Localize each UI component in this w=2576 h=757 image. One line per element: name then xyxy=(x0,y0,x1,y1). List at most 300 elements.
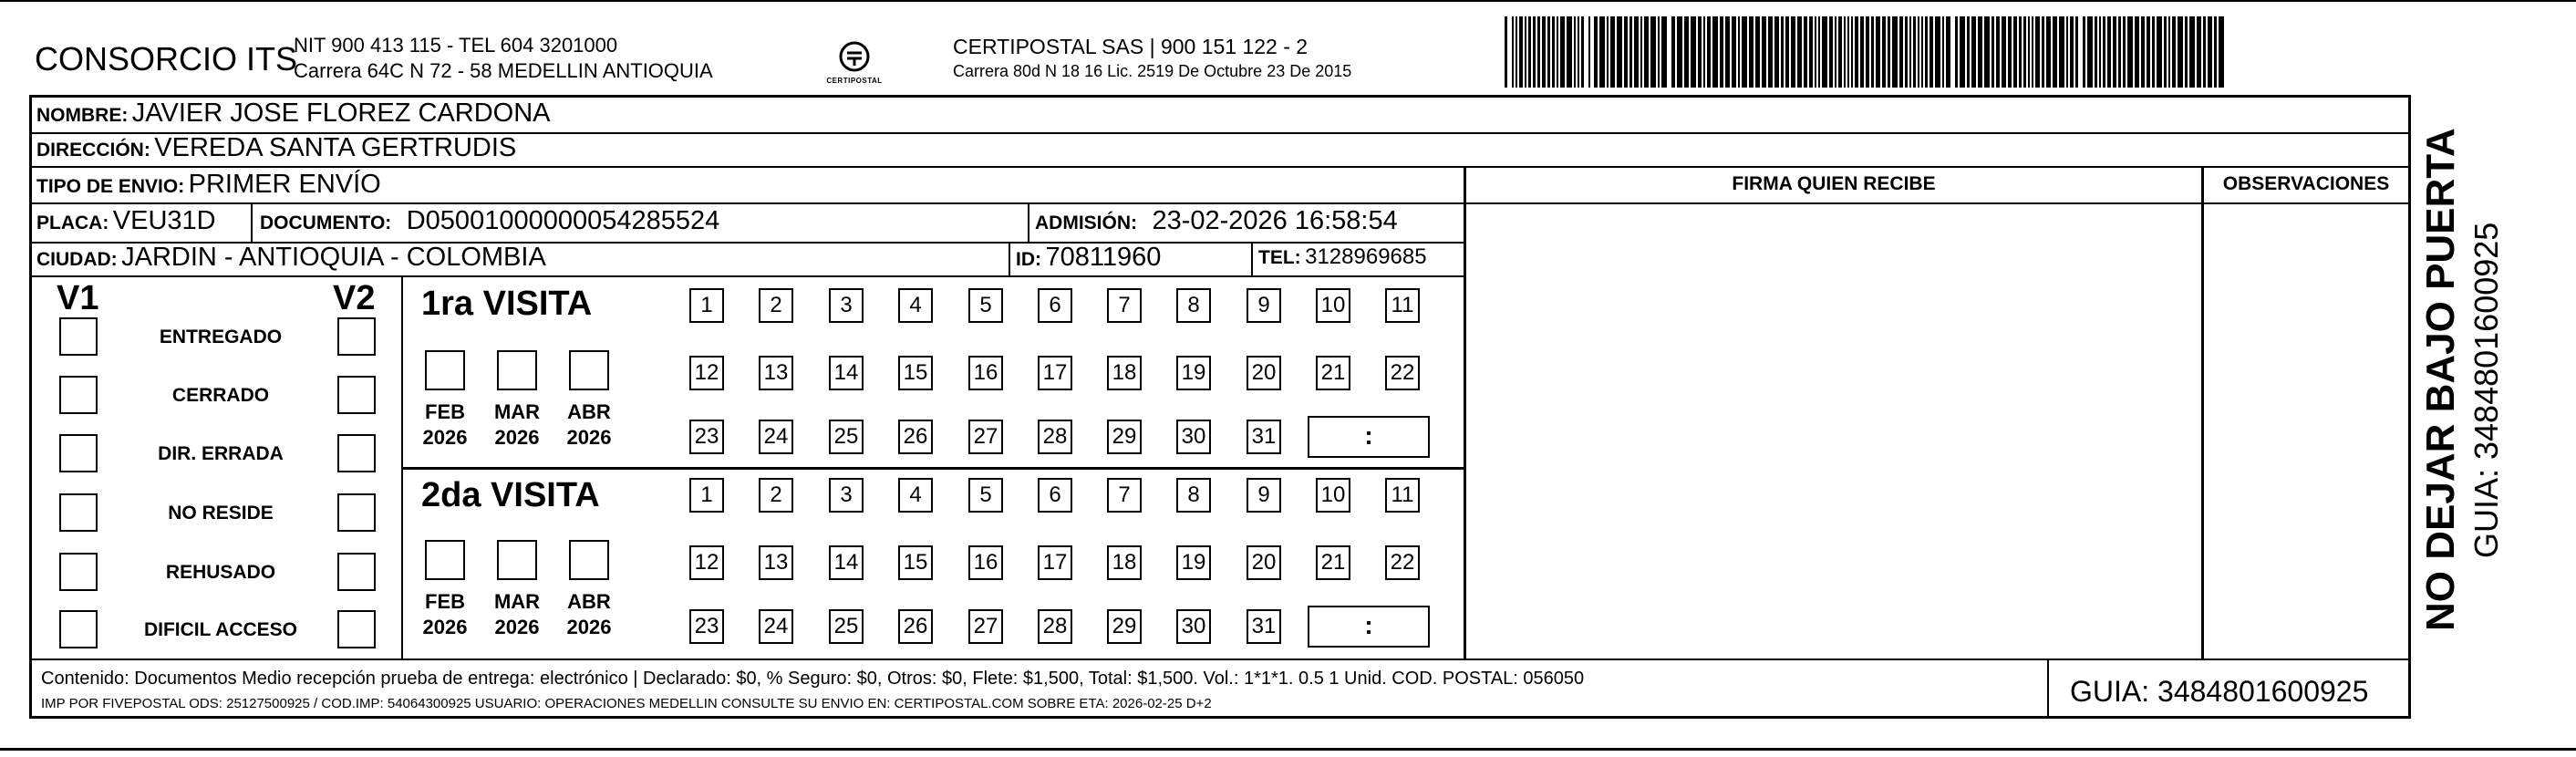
nombre-value: JAVIER JOSE FLOREZ CARDONA xyxy=(131,99,551,128)
status-v2-checkbox[interactable] xyxy=(337,434,376,472)
barcode-bar xyxy=(1512,16,1514,88)
barcode-bar xyxy=(1876,16,1880,88)
day-box-v2[interactable]: 27 xyxy=(968,609,1003,644)
day-box-v2[interactable]: 8 xyxy=(1176,478,1211,513)
barcode-bar xyxy=(1594,16,1598,88)
barcode-bar xyxy=(2135,16,2139,88)
day-box-v1[interactable]: 19 xyxy=(1176,356,1211,390)
row-sep-3 xyxy=(29,202,1465,204)
barcode-bar xyxy=(1762,16,1766,88)
barcode-bar xyxy=(1505,16,1507,88)
barcode-bar xyxy=(1866,16,1869,88)
day-box-v2[interactable]: 11 xyxy=(1385,478,1420,513)
month-name: MAR xyxy=(493,400,541,423)
day-box-v2[interactable]: 20 xyxy=(1247,545,1281,580)
footer-impresion: IMP POR FIVEPOSTAL ODS: 25127500925 / COD.IMP: 54064300925 USUARIO: OPERACIONES MEDELLIN CONSULTE SU ENVIO EN: CERTIPOSTAL.COM SOBRE ETA: 2026-02-25 D+2 xyxy=(41,696,1212,711)
barcode-bar xyxy=(2046,16,2051,88)
status-v1-checkbox[interactable] xyxy=(59,317,98,356)
month-name: ABR xyxy=(567,590,611,613)
month-checkbox-feb[interactable] xyxy=(425,350,465,390)
barcode-bar xyxy=(1996,16,2000,88)
col-sep-obs xyxy=(2201,166,2204,658)
barcode-bar xyxy=(2189,16,2195,88)
barcode-bar xyxy=(1860,16,1864,88)
barcode-bar xyxy=(1913,16,1916,88)
day-box-v2[interactable]: 25 xyxy=(829,609,864,644)
day-box-v1[interactable]: 28 xyxy=(1038,420,1072,454)
day-box-v2[interactable]: 5 xyxy=(968,478,1003,513)
tel-value: 3128969685 xyxy=(1305,244,1427,269)
barcode-bar xyxy=(1815,16,1816,88)
documento-label: DOCUMENTO: xyxy=(260,213,392,233)
barcode-bar xyxy=(1661,16,1667,88)
tipo-row xyxy=(36,170,381,200)
barcode-bar xyxy=(1960,16,1965,88)
barcode xyxy=(1505,16,2225,88)
tel-label: TEL: xyxy=(1258,247,1301,268)
barcode-bar xyxy=(2042,16,2044,88)
day-box-v2[interactable]: 21 xyxy=(1316,545,1350,580)
address-line: Carrera 64C N 72 - 58 MEDELLIN ANTIOQUIA xyxy=(294,59,713,82)
month-name: FEB xyxy=(425,400,465,423)
barcode-bar xyxy=(1899,16,1903,88)
barcode-bar xyxy=(2103,16,2105,88)
placa-value: VEU31D xyxy=(112,206,216,235)
barcode-bar xyxy=(2095,16,2097,88)
day-box-v1[interactable]: 25 xyxy=(829,420,864,454)
barcode-bar xyxy=(1835,16,1836,88)
visit1-title: 1ra VISITA xyxy=(421,285,593,323)
day-box-v1[interactable]: 24 xyxy=(759,420,793,454)
day-box-v2[interactable]: 23 xyxy=(689,609,724,644)
tipo-label: TIPO DE ENVIO: xyxy=(36,176,185,197)
day-box-v1[interactable]: 22 xyxy=(1385,356,1420,390)
status-label: DIFICIL ACCESO xyxy=(143,619,297,640)
top-edge xyxy=(0,0,2576,2)
barcode-bar xyxy=(1567,16,1572,88)
barcode-bar xyxy=(1610,16,1615,88)
status-v1-checkbox[interactable] xyxy=(59,376,98,414)
barcode-bar xyxy=(2141,16,2145,88)
barcode-bar xyxy=(1742,16,1747,88)
direccion-value: VEREDA SANTA GERTRUDIS xyxy=(154,133,517,162)
barcode-bar xyxy=(2172,16,2176,88)
direccion-row xyxy=(36,133,516,163)
barcode-bar xyxy=(1838,16,1842,88)
barcode-bar xyxy=(1909,16,1911,88)
barcode-bar xyxy=(1691,16,1696,88)
day-box-v1[interactable]: 8 xyxy=(1176,288,1211,323)
status-label: REHUSADO xyxy=(165,562,276,583)
barcode-bar xyxy=(1892,16,1898,88)
visit-sep xyxy=(401,467,1465,470)
day-box-v1[interactable]: 21 xyxy=(1316,356,1350,390)
day-box-v1[interactable]: 23 xyxy=(689,420,724,454)
barcode-bar xyxy=(1738,16,1740,88)
day-box-v1[interactable]: 29 xyxy=(1107,420,1142,454)
day-box-v1[interactable]: 13 xyxy=(759,356,793,390)
barcode-bar xyxy=(2168,16,2170,88)
placa-row xyxy=(36,206,216,236)
documento-value: D05001000000054285524 xyxy=(406,206,720,235)
status-label: DIR. ERRADA xyxy=(158,443,284,464)
day-box-v2[interactable]: 17 xyxy=(1038,545,1072,580)
barcode-bar xyxy=(1634,16,1639,88)
month-year: 2026 xyxy=(566,426,612,449)
barcode-bar xyxy=(1703,16,1705,88)
barcode-bar xyxy=(2107,16,2111,88)
status-v1-checkbox[interactable] xyxy=(59,434,98,472)
barcode-bar xyxy=(2099,16,2101,88)
day-box-v2[interactable]: 3 xyxy=(829,478,864,513)
day-box-v1[interactable]: 27 xyxy=(968,420,1003,454)
month-year: 2026 xyxy=(566,616,612,638)
barcode-bar xyxy=(1684,16,1689,88)
admision-row xyxy=(1035,206,1398,236)
status-v2-checkbox[interactable] xyxy=(337,553,376,591)
frame-left xyxy=(29,95,32,719)
day-box-v1[interactable]: 16 xyxy=(968,356,1003,390)
barcode-bar xyxy=(1547,16,1550,88)
month-label xyxy=(490,589,544,640)
month-label xyxy=(562,589,616,640)
barcode-bar xyxy=(2032,16,2033,88)
no-dejar-text: NO DEJAR BAJO PUERTA xyxy=(2418,128,2463,631)
barcode-bar xyxy=(1624,16,1628,88)
day-box-v2[interactable]: 1 xyxy=(689,478,724,513)
barcode-bar xyxy=(1797,16,1802,88)
footer-contenido: Contenido: Documentos Medio recepción prueba de entrega: electrónico | Declarado: $0, % Seguro: $0, Otros: $0, Flete: $1,500, Total: $1,500. Vol.: 1*1*1. 0.5 1 Unid. COD. POSTAL: 056050 xyxy=(41,669,1585,689)
barcode-bar xyxy=(1768,16,1773,88)
direccion-label: DIRECCIÓN: xyxy=(36,140,150,161)
month-name: FEB xyxy=(425,590,465,613)
barcode-bar xyxy=(1725,16,1730,88)
frame-right xyxy=(2408,95,2411,719)
barcode-bar xyxy=(2208,16,2212,88)
barcode-bar xyxy=(1658,16,1660,88)
admision-label: ADMISIÓN: xyxy=(1035,213,1137,233)
barcode-bar xyxy=(2066,16,2068,88)
v1-label: V1 xyxy=(57,279,99,317)
barcode-bar xyxy=(2113,16,2116,88)
month-label xyxy=(418,399,472,451)
status-v2-checkbox[interactable] xyxy=(337,376,376,414)
month-year: 2026 xyxy=(494,426,540,449)
barcode-bar xyxy=(1942,16,1944,88)
day-box-v2[interactable]: 31 xyxy=(1247,609,1281,644)
barcode-bar xyxy=(1984,16,1990,88)
barcode-bar xyxy=(1607,16,1609,88)
col-header-sep xyxy=(1465,202,2411,204)
barcode-bar xyxy=(2019,16,2022,88)
barcode-bar xyxy=(1882,16,1886,88)
day-box-v1[interactable]: 26 xyxy=(898,420,933,454)
barcode-bar xyxy=(1946,16,1950,88)
month-name: ABR xyxy=(567,400,611,423)
month-checkbox-abr[interactable] xyxy=(569,350,609,390)
barcode-bar xyxy=(2219,16,2224,88)
barcode-bar xyxy=(1918,16,1919,88)
certipostal-address: Carrera 80d N 18 16 Lic. 2519 De Octubre 23 De 2015 xyxy=(953,62,1352,80)
barcode-bar xyxy=(2127,16,2133,88)
barcode-bar xyxy=(1578,16,1579,88)
frame-top xyxy=(29,95,2411,98)
day-box-v1[interactable]: 2 xyxy=(759,288,793,323)
company-name: CONSORCIO ITS xyxy=(35,40,298,78)
day-box-v1[interactable]: 12 xyxy=(689,356,724,390)
barcode-bar xyxy=(1557,16,1558,88)
logo-text: CERTIPOSTAL xyxy=(826,77,883,85)
barcode-bar xyxy=(1809,16,1813,88)
day-box-v2[interactable]: 12 xyxy=(689,545,724,580)
visit2-title: 2da VISITA xyxy=(421,476,600,514)
barcode-bar xyxy=(2197,16,2201,88)
month-name: MAR xyxy=(493,590,541,613)
barcode-bar xyxy=(1581,16,1584,88)
barcode-bar xyxy=(1929,16,1933,88)
barcode-bar xyxy=(2152,16,2155,88)
firma-header: FIRMA QUIEN RECIBE xyxy=(1732,173,1936,194)
barcode-bar xyxy=(1829,16,1833,88)
placa-sep xyxy=(251,202,253,242)
barcode-bar xyxy=(2053,16,2057,88)
status-v1-checkbox[interactable] xyxy=(59,493,98,532)
day-box-v2[interactable]: 4 xyxy=(898,478,933,513)
row-sep-5 xyxy=(29,275,1465,277)
day-box-v2[interactable]: 6 xyxy=(1038,478,1072,513)
barcode-bar xyxy=(2164,16,2167,88)
frame-bottom xyxy=(29,716,2411,719)
barcode-bar xyxy=(1991,16,1994,88)
barcode-bar xyxy=(1855,16,1858,88)
day-box-v1[interactable]: 30 xyxy=(1176,420,1211,454)
barcode-bar xyxy=(1617,16,1622,88)
status-v2-checkbox[interactable] xyxy=(337,610,376,648)
day-box-v2[interactable]: 18 xyxy=(1107,545,1142,580)
status-label: ENTREGADO xyxy=(159,327,283,347)
barcode-bar xyxy=(2075,16,2078,88)
barcode-bar xyxy=(1712,16,1718,88)
barcode-bar xyxy=(1781,16,1784,88)
day-box-v2[interactable]: 2 xyxy=(759,478,793,513)
barcode-bar xyxy=(1599,16,1605,88)
barcode-bar xyxy=(1935,16,1940,88)
barcode-bar xyxy=(1755,16,1760,88)
barcode-bar xyxy=(2070,16,2074,88)
guia-sep xyxy=(2047,658,2049,716)
id-label: ID: xyxy=(1016,249,1041,270)
col-sep-firma xyxy=(1464,166,1466,658)
row-sep-2 xyxy=(29,166,2411,168)
day-box-v1[interactable]: 18 xyxy=(1107,356,1142,390)
day-box-v1[interactable]: 17 xyxy=(1038,356,1072,390)
barcode-bar xyxy=(1644,16,1649,88)
admision-sep xyxy=(1028,202,1029,242)
admision-value: 23-02-2026 16:58:54 xyxy=(1152,206,1398,235)
ciudad-value: JARDIN - ANTIOQUIA - COLOMBIA xyxy=(121,243,546,272)
footer-guia: GUIA: 3484801600925 xyxy=(2070,675,2369,708)
day-box-v1[interactable]: 1 xyxy=(689,288,724,323)
barcode-bar xyxy=(1542,16,1546,88)
tel-sep xyxy=(1251,242,1253,275)
barcode-bar xyxy=(2083,16,2085,88)
day-box-v2[interactable]: 14 xyxy=(829,545,864,580)
day-box-v2[interactable]: 19 xyxy=(1176,545,1211,580)
barcode-bar xyxy=(1921,16,1923,88)
month-label xyxy=(490,399,544,451)
status-label: NO RESIDE xyxy=(168,503,274,524)
month-year: 2026 xyxy=(422,616,468,638)
ciudad-row xyxy=(36,243,546,273)
day-box-v2[interactable]: 10 xyxy=(1316,478,1350,513)
barcode-bar xyxy=(1851,16,1853,88)
barcode-bar xyxy=(1525,16,1526,88)
day-box-v2[interactable]: 7 xyxy=(1107,478,1142,513)
barcode-bar xyxy=(2013,16,2017,88)
day-box-v1[interactable]: 5 xyxy=(968,288,1003,323)
barcode-bar xyxy=(1629,16,1632,88)
day-box-v2[interactable]: 29 xyxy=(1107,609,1142,644)
barcode-bar xyxy=(1528,16,1531,88)
month-checkbox-mar[interactable] xyxy=(497,540,537,580)
certipostal-line: CERTIPOSTAL SAS | 900 151 122 - 2 xyxy=(953,35,1309,58)
day-box-v2[interactable]: 15 xyxy=(898,545,933,580)
bottom-edge xyxy=(0,748,2576,751)
placa-label: PLACA: xyxy=(36,213,109,233)
day-box-v1[interactable]: 6 xyxy=(1038,288,1072,323)
day-box-v2[interactable]: 26 xyxy=(898,609,933,644)
barcode-bar xyxy=(1971,16,1976,88)
barcode-bar xyxy=(2185,16,2188,88)
barcode-bar xyxy=(1707,16,1711,88)
tel-row xyxy=(1258,244,1427,270)
month-checkbox-feb[interactable] xyxy=(425,540,465,580)
time-box-v2[interactable]: : xyxy=(1308,606,1430,648)
barcode-bar xyxy=(1650,16,1656,88)
barcode-bar xyxy=(2008,16,2012,88)
barcode-bar xyxy=(2059,16,2064,88)
barcode-bar xyxy=(1905,16,1908,88)
barcode-bar xyxy=(1671,16,1675,88)
barcode-bar xyxy=(1588,16,1590,88)
barcode-bar xyxy=(1822,16,1827,88)
id-sep xyxy=(1009,242,1010,275)
barcode-bar xyxy=(1560,16,1565,88)
day-box-v1[interactable]: 7 xyxy=(1107,288,1142,323)
documento-row xyxy=(260,206,719,236)
day-box-v2[interactable]: 13 xyxy=(759,545,793,580)
barcode-bar xyxy=(1818,16,1820,88)
barcode-bar xyxy=(2178,16,2183,88)
barcode-bar xyxy=(2023,16,2026,88)
nombre-label: NOMBRE: xyxy=(36,105,129,126)
barcode-bar xyxy=(2157,16,2162,88)
day-box-v1[interactable]: 15 xyxy=(898,356,933,390)
barcode-bar xyxy=(1537,16,1540,88)
day-box-v1[interactable]: 10 xyxy=(1316,288,1350,323)
barcode-bar xyxy=(1574,16,1576,88)
side-guia-text: GUIA: 3484801600925 xyxy=(2467,222,2505,558)
day-box-v1[interactable]: 3 xyxy=(829,288,864,323)
status-v2-checkbox[interactable] xyxy=(337,317,376,356)
barcode-bar xyxy=(1871,16,1874,88)
month-year: 2026 xyxy=(494,616,540,638)
barcode-bar xyxy=(1967,16,1970,88)
barcode-bar xyxy=(2087,16,2093,88)
barcode-bar xyxy=(2002,16,2006,88)
barcode-bar xyxy=(1677,16,1682,88)
tipo-value: PRIMER ENVÍO xyxy=(188,170,381,199)
barcode-bar xyxy=(2123,16,2126,88)
month-label xyxy=(562,399,616,451)
day-box-v2[interactable]: 28 xyxy=(1038,609,1072,644)
day-box-v2[interactable]: 9 xyxy=(1247,478,1281,513)
time-box-v1[interactable]: : xyxy=(1308,416,1430,458)
barcode-bar xyxy=(1774,16,1779,88)
status-v1-checkbox[interactable] xyxy=(59,610,98,648)
nombre-row xyxy=(36,99,551,129)
barcode-bar xyxy=(1698,16,1702,88)
status-v2-checkbox[interactable] xyxy=(337,493,376,532)
barcode-bar xyxy=(1519,16,1523,88)
company-contact xyxy=(294,33,713,84)
barcode-bar xyxy=(1732,16,1736,88)
barcode-bar xyxy=(1749,16,1754,88)
barcode-bar xyxy=(1552,16,1555,88)
status-v1-checkbox[interactable] xyxy=(59,553,98,591)
barcode-bar xyxy=(1888,16,1890,88)
day-box-v2[interactable]: 16 xyxy=(968,545,1003,580)
barcode-bar xyxy=(1533,16,1536,88)
barcode-bar xyxy=(1844,16,1846,88)
day-box-v1[interactable]: 4 xyxy=(898,288,933,323)
day-box-v1[interactable]: 11 xyxy=(1385,288,1420,323)
day-box-v1[interactable]: 14 xyxy=(829,356,864,390)
barcode-bar xyxy=(2035,16,2040,88)
day-box-v1[interactable]: 9 xyxy=(1247,288,1281,323)
month-checkbox-mar[interactable] xyxy=(497,350,537,390)
barcode-bar xyxy=(1847,16,1849,88)
barcode-bar xyxy=(1978,16,1982,88)
row-sep-footer xyxy=(29,658,2411,660)
month-year: 2026 xyxy=(422,426,468,449)
day-box-v1[interactable]: 31 xyxy=(1247,420,1281,454)
v2-label: V2 xyxy=(333,279,376,317)
barcode-bar xyxy=(1791,16,1795,88)
barcode-bar xyxy=(2203,16,2206,88)
id-value: 70811960 xyxy=(1045,243,1162,272)
day-box-v2[interactable]: 30 xyxy=(1176,609,1211,644)
day-box-v1[interactable]: 20 xyxy=(1247,356,1281,390)
month-label xyxy=(418,589,472,640)
nit-line: NIT 900 413 115 - TEL 604 3201000 xyxy=(294,34,618,57)
status-label: CERRADO xyxy=(171,385,270,406)
barcode-bar xyxy=(1955,16,1958,88)
barcode-bar xyxy=(2214,16,2217,88)
barcode-bar xyxy=(1640,16,1642,88)
barcode-bar xyxy=(2028,16,2030,88)
month-checkbox-abr[interactable] xyxy=(569,540,609,580)
barcode-bar xyxy=(2118,16,2121,88)
barcode-bar xyxy=(1804,16,1807,88)
barcode-bar xyxy=(1925,16,1928,88)
barcode-bar xyxy=(1720,16,1723,88)
ciudad-label: CIUDAD: xyxy=(36,249,118,270)
day-box-v2[interactable]: 24 xyxy=(759,609,793,644)
observaciones-header: OBSERVACIONES xyxy=(2222,173,2390,194)
id-row xyxy=(1016,243,1161,273)
day-box-v2[interactable]: 22 xyxy=(1385,545,1420,580)
